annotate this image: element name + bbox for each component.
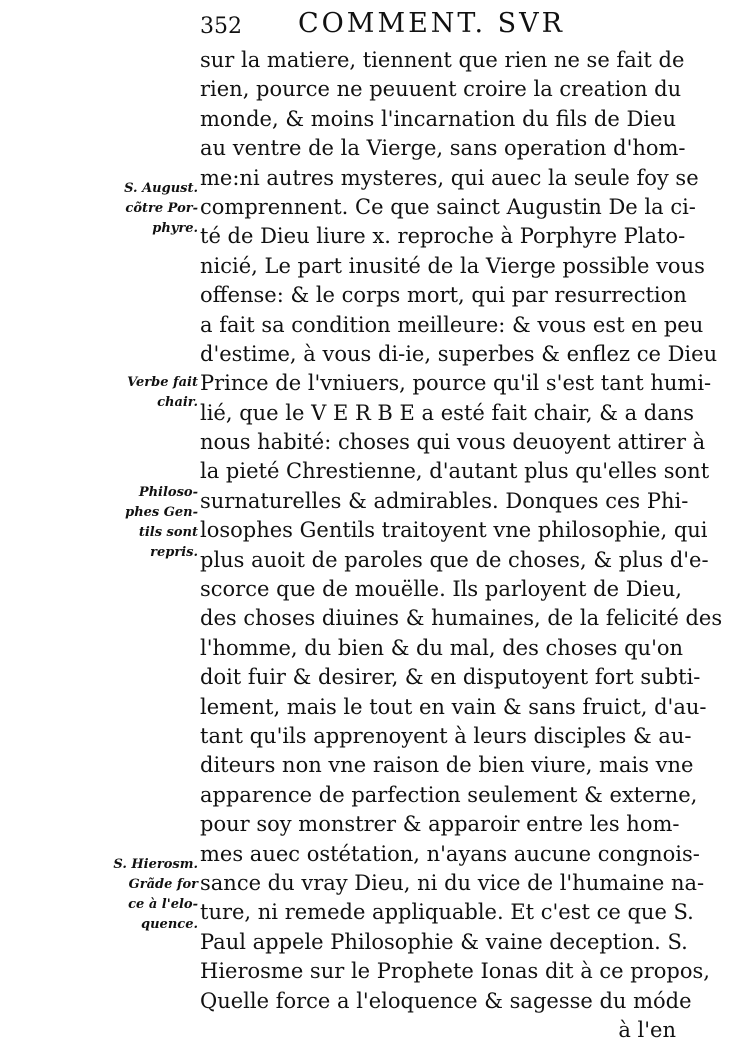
margin-note-hierosme [102,855,198,935]
text-line: des choses diuines & humaines, de la felicité des [200,606,723,631]
text-line: Quelle force a l'eloquence & sagesse du móde [200,988,692,1013]
margin-notes [0,0,200,1024]
page-header [200,8,680,44]
margin-note-line: chair. [157,395,198,410]
margin-note-line: cõtre Por- [125,201,198,216]
text-line: a fait sa condition meilleure: & vous est en peu [200,312,704,337]
text-line: apparence de parfection seulement & externe, [200,782,698,807]
text-line: Paul appele Philosophie & vaine deception. S. [200,929,688,954]
text-line: surnaturelles & admirables. Donques ces Phi- [200,488,689,513]
text-line: la pieté Chrestienne, d'autant plus qu'elles sont [200,459,710,484]
margin-note-line: Verbe fait [127,375,198,390]
text-line: au ventre de la Vierge, sans operation d'hom- [200,136,686,161]
margin-note-verbe [102,373,198,413]
text-line: lié, que le V E R B E a esté fait chair, & a dans [200,400,695,425]
page-number: 352 [200,14,242,39]
margin-note-line: quence. [141,917,198,932]
text-line: Prince de l'vniuers, pource qu'il s'est tant humi- [200,371,712,396]
margin-note-line: S. August. [124,181,198,196]
text-line: pour soy monstrer & apparoir entre les hom- [200,812,680,837]
text-line: doit fuir & desirer, & en disputoyent fort subti- [200,665,701,690]
catchword: à l'en [618,1017,676,1042]
text-line: d'estime, à vous di-ie, superbes & enflez ce Dieu [200,341,718,366]
body-text [200,46,723,1045]
text-line: me:ni autres mysteres, qui auec la seule foy se [200,165,699,190]
text-line: lement, mais le tout en vain & sans fruict, d'au- [200,694,707,719]
text-line: diteurs non vne raison de bien viure, mais vne [200,753,694,778]
text-line: té de Dieu liure x. reproche à Porphyre Plato- [200,224,686,249]
margin-note-line: Grãde for [128,877,198,892]
margin-note-philosophes [102,483,198,563]
text-line: ture, ni remede appliquable. Et c'est ce que S. [200,900,694,925]
margin-note-line: Philoso- [138,485,198,500]
text-line: scorce que de mouëlle. Ils parloyent de Dieu, [200,577,682,602]
text-line: Hierosme sur le Prophete Ionas dit à ce propos, [200,959,710,984]
text-line: offense: & le corps mort, qui par resurrection [200,283,687,308]
text-line: sance du vray Dieu, ni du vice de l'humaine na- [200,870,705,895]
text-line: monde, & moins l'incarnation du fils de Dieu [200,106,676,131]
text-line: l'homme, du bien & du mal, des choses qu'on [200,635,684,660]
text-line: tant qu'ils apprenoyent à leurs disciples & au- [200,723,692,748]
text-line: mes auec ostétation, n'ayans aucune congnois- [200,841,700,866]
text-line: sur la matiere, tiennent que rien ne se fait de [200,48,685,72]
margin-note-line: ce à l'elo- [128,897,198,912]
text-line: comprennent. Ce que sainct Augustin De la ci- [200,194,696,219]
margin-note-line: tils sont [138,525,198,540]
margin-note-line: S. Hierosm. [113,857,198,872]
text-line: nous habité: choses qui vous deuoyent attirer à [200,430,706,455]
text-line: nicié, Le part inusité de la Vierge possible vous [200,253,705,278]
text-line: losophes Gentils traitoyent vne philosophie, qui [200,518,708,543]
margin-note-line: phyre. [152,221,198,236]
running-title: COMMENT. SVR [298,8,565,39]
text-line: plus auoit de paroles que de choses, & plus d'e- [200,547,709,572]
margin-note-augustin [102,179,198,239]
margin-note-line: repris. [150,545,198,560]
text-line: rien, pource ne peuuent croire la creation du [200,77,682,102]
margin-note-line: phes Gen- [125,505,198,520]
